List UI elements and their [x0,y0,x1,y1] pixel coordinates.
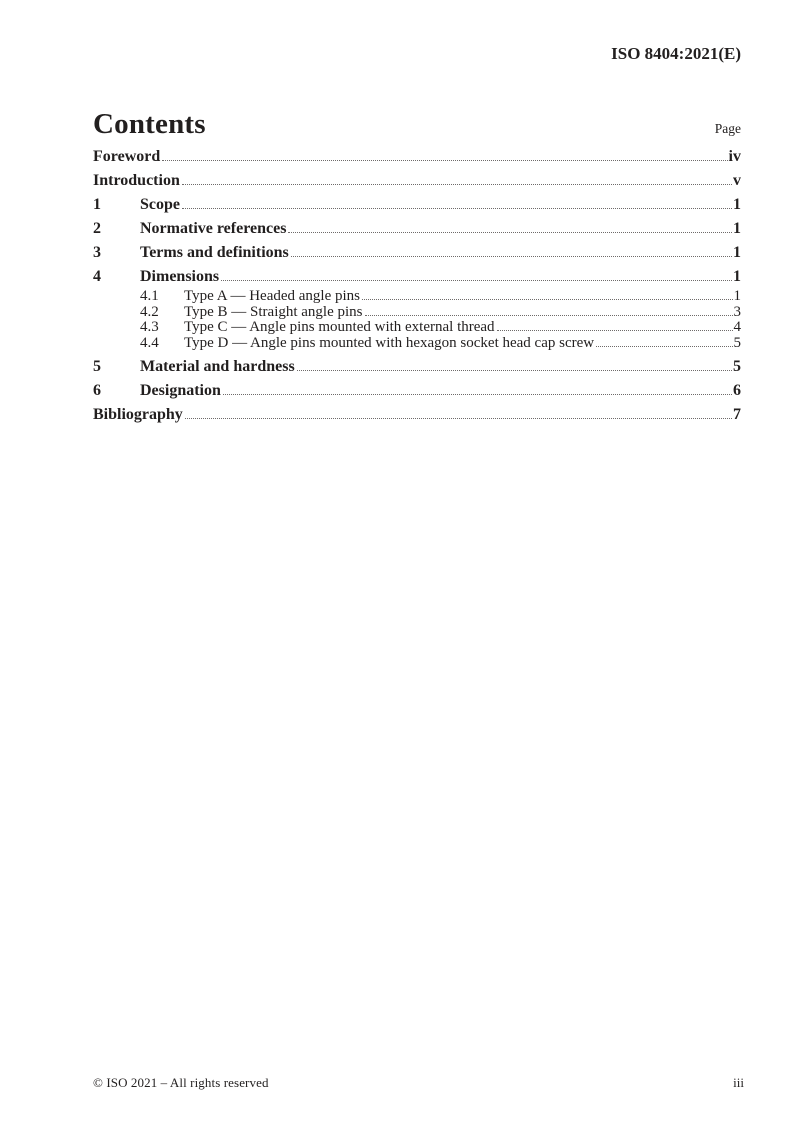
toc-entry-page: iv [728,148,741,165]
toc-entry-page: 1 [733,220,741,237]
toc-entry-page: 7 [733,406,741,423]
toc-leader-dots [162,159,727,161]
toc-entry-title: Designation [140,382,221,399]
toc-entry-page: v [733,172,741,189]
toc-entry-number: 5 [93,358,101,375]
toc-entry-page: 3 [733,303,741,320]
toc-entry[interactable] [93,269,741,285]
toc-entry[interactable] [93,221,741,237]
toc-entry-number: 4.3 [140,319,159,335]
footer-page-number: iii [733,1075,744,1090]
toc-leader-dots [221,279,732,281]
toc-entry-number: 4.4 [140,334,159,351]
toc-entry-title: Dimensions [140,268,220,285]
toc-entry[interactable] [93,289,741,305]
footer [93,1076,744,1089]
toc-entry-page: 5 [733,358,741,375]
toc-entry[interactable] [93,245,741,261]
toc-leader-dots [182,207,732,209]
toc-entry-number: 4.1 [140,288,159,304]
toc-entry[interactable] [93,407,741,423]
toc-entry-title: Bibliography [93,406,183,423]
toc-entry[interactable] [93,173,741,189]
footer-copyright: © ISO 2021 – All rights reserved [93,1075,269,1090]
toc-leader-dots [297,369,732,371]
toc-entry[interactable] [93,149,741,165]
contents-title: Contents [93,108,206,140]
toc-entry-title: Scope [140,196,180,213]
toc-entry-title: Type A — Headed angle pins [184,288,360,304]
toc-entry[interactable] [93,305,741,321]
toc-leader-dots [291,255,732,257]
toc-entry[interactable] [93,320,741,336]
toc-entry-number: 6 [93,382,101,399]
toc-leader-dots [182,183,732,185]
toc-leader-dots [365,314,733,316]
toc-entry-page: 1 [733,244,741,261]
toc-entry-number: 4 [93,268,101,285]
toc-entry-page: 1 [733,196,741,213]
toc-entry-title: Introduction [93,172,180,189]
toc-entry[interactable] [93,383,741,399]
toc-entry-page: 4 [733,319,741,335]
toc-entry-title: Foreword [93,148,161,165]
toc-entry-page: 6 [733,382,741,399]
document-reference-header: ISO 8404:2021(E) [611,44,741,63]
toc-entry[interactable] [93,359,741,375]
toc-entry-number: 3 [93,244,101,261]
toc-entry-title: Material and hardness [140,358,295,375]
page-column-label: Page [714,121,741,136]
toc-leader-dots [497,329,733,331]
toc-leader-dots [185,417,732,419]
toc-entry-page: 1 [733,288,741,304]
toc-entry-title: Type D — Angle pins mounted with hexagon socket head cap screw [184,334,595,351]
toc-leader-dots [596,345,732,347]
toc-entry-title: Normative references [140,220,287,237]
toc-entry-title: Type B — Straight angle pins [184,303,363,320]
toc-entry[interactable] [93,197,741,213]
toc-leader-dots [223,393,732,395]
toc-entry-number: 4.2 [140,303,159,320]
toc-leader-dots [362,298,733,300]
contents-heading-row [93,109,741,139]
toc-entry-number: 1 [93,196,101,213]
toc-list [93,149,741,423]
toc-entry[interactable] [93,336,741,352]
toc-entry-number: 2 [93,220,101,237]
toc-leader-dots [288,231,732,233]
toc-entry-page: 1 [733,268,741,285]
toc-entry-title: Type C — Angle pins mounted with external thread [184,319,495,335]
toc-entry-page: 5 [733,334,741,351]
toc-entry-title: Terms and definitions [140,244,289,261]
